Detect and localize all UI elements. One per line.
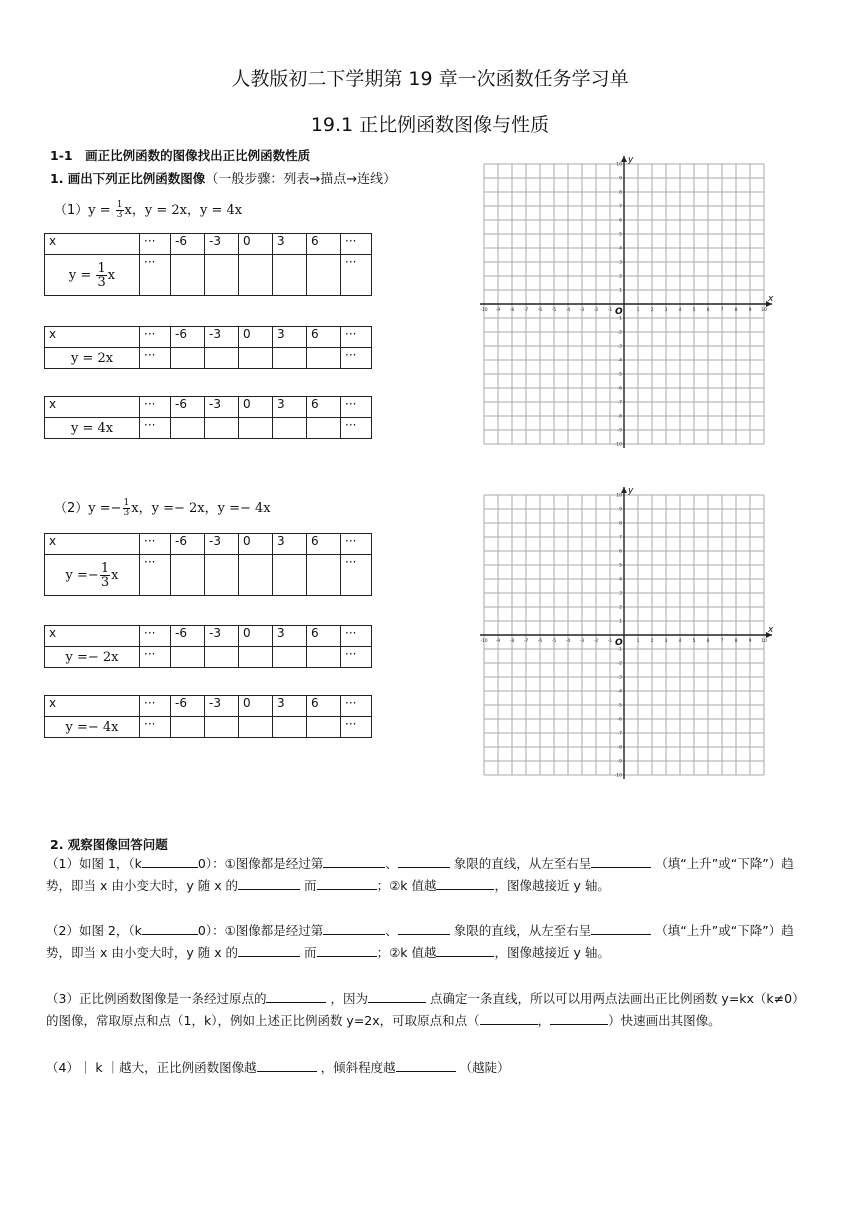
answer-blank[interactable] [142, 854, 198, 868]
y-tick-label: -7 [617, 400, 622, 406]
dots-cell: ··· [341, 534, 372, 555]
q2-3-text-a: （3）正比例函数图像是一条经过原点的 [46, 991, 267, 1006]
x-tick-label: -10 [480, 308, 488, 313]
q2-3-text-d: ， [537, 1012, 551, 1028]
y-value-input-cell[interactable] [239, 717, 273, 738]
dots-cell: ··· [341, 696, 372, 717]
dots-cell: ··· [341, 327, 372, 348]
q2-2-text-b: 0）：①图像都是经过第 [197, 923, 324, 938]
function-text: y =− 4x [65, 719, 119, 735]
y-value-input-cell[interactable] [205, 647, 239, 668]
answer-blank[interactable] [436, 943, 494, 957]
q2-2-text-e: （填“上升”或“下降”）趋势，即当 x 由小变大时，y 随 x 的 [46, 923, 794, 960]
x-tick-label: 7 [720, 308, 724, 313]
x-value-cell: 3 [273, 397, 307, 418]
y-tick-label: 4 [619, 577, 622, 583]
answer-blank[interactable] [480, 1011, 538, 1025]
x-header-cell: x [45, 397, 140, 418]
x-tick-label: -7 [523, 639, 529, 644]
function-text: y = 4x [70, 420, 114, 436]
x-tick-label: 4 [678, 308, 682, 313]
x-header-cell: x [45, 626, 140, 647]
x-tick-label: -9 [495, 308, 501, 313]
x-tick-label: 8 [734, 308, 738, 313]
function-label-cell [45, 255, 140, 296]
y-value-input-cell[interactable] [205, 717, 239, 738]
x-tick-label: -6 [537, 308, 543, 313]
value-table [44, 396, 372, 439]
x-value-cell: -6 [171, 626, 205, 647]
q2-1-text-d: 象限的直线，从左至右呈 [453, 856, 592, 871]
x-header-cell: x [45, 234, 140, 255]
group2-functions [54, 497, 271, 518]
x-value-cell: -3 [205, 397, 239, 418]
x-value-cell: -6 [171, 327, 205, 348]
fraction-numerator: 1 [100, 560, 110, 576]
y-value-input-cell[interactable] [239, 555, 273, 596]
group1-func1-pre: y = [88, 203, 115, 218]
y-value-input-cell[interactable] [307, 418, 341, 439]
y-tick-label: -10 [614, 442, 622, 448]
x-value-cell: 0 [239, 626, 273, 647]
function-pre: y = [68, 267, 96, 283]
answer-blank[interactable] [238, 943, 300, 957]
origin-label: O [615, 307, 623, 317]
x-tick-label: 2 [650, 639, 654, 644]
fraction-numerator: 1 [116, 200, 123, 210]
y-value-input-cell[interactable] [171, 418, 205, 439]
x-value-cell: 6 [307, 234, 341, 255]
y-axis-arrow [621, 156, 627, 162]
y-tick-label: 4 [619, 246, 622, 252]
x-value-cell: 0 [239, 534, 273, 555]
x-value-cell: 0 [239, 696, 273, 717]
y-tick-label: 7 [619, 535, 622, 541]
function-fraction [96, 262, 106, 289]
answer-blank[interactable] [323, 921, 385, 935]
question1-title: 1. 画出下列正比例函数图像 [50, 171, 206, 186]
y-tick-label: -3 [617, 344, 622, 350]
group2-func1-fraction [123, 499, 131, 518]
function-pre: y =− [65, 567, 99, 583]
x-tick-label: -7 [523, 308, 529, 313]
fraction-numerator: 1 [123, 498, 130, 508]
group1-rest: y = 2x，y = 4x [144, 203, 243, 218]
dots-cell: ··· [140, 555, 171, 596]
x-header-cell: x [45, 534, 140, 555]
answer-blank[interactable] [591, 921, 651, 935]
dots-cell: ··· [140, 534, 171, 555]
y-tick-label: 10 [616, 162, 622, 168]
answer-blank[interactable] [398, 921, 450, 935]
y-tick-label: -7 [617, 731, 622, 737]
y-value-input-cell[interactable] [307, 717, 341, 738]
x-tick-label: 7 [720, 639, 724, 644]
x-tick-label: -9 [495, 639, 501, 644]
question2-2 [46, 920, 814, 963]
value-table [44, 695, 372, 738]
answer-blank[interactable] [257, 1058, 317, 1072]
x-tick-label: 2 [650, 308, 654, 313]
x-tick-label: 3 [664, 308, 668, 313]
value-table [44, 233, 372, 296]
question2-3 [46, 988, 814, 1031]
y-tick-label: 1 [619, 619, 622, 625]
x-tick-label: -2 [593, 308, 599, 313]
function-label-cell [45, 418, 140, 439]
x-tick-label: -4 [565, 308, 571, 313]
x-tick-label: -8 [509, 308, 515, 313]
q2-2-text-a: （2）如图 2，（k [46, 923, 142, 938]
origin-label: O [615, 638, 623, 648]
y-axis-arrow [621, 487, 627, 493]
y-value-input-cell[interactable] [273, 647, 307, 668]
y-tick-label: 3 [619, 260, 622, 266]
y-tick-label: 9 [619, 507, 622, 513]
y-tick-label: -8 [617, 414, 622, 420]
x-tick-label: 6 [706, 639, 710, 644]
x-tick-label: 3 [664, 639, 668, 644]
x-tick-label: 9 [748, 308, 752, 313]
answer-blank[interactable] [368, 989, 426, 1003]
question2-1 [46, 853, 814, 896]
y-tick-label: -5 [617, 372, 622, 378]
y-value-input-cell[interactable] [307, 255, 341, 296]
y-tick-label: -1 [617, 316, 622, 322]
document-title: 人教版初二下学期第 19 章一次函数任务学习单 [231, 68, 629, 90]
x-value-cell: 3 [273, 327, 307, 348]
x-value-cell: 3 [273, 626, 307, 647]
y-tick-label: 9 [619, 176, 622, 182]
x-value-cell: -3 [205, 234, 239, 255]
x-value-cell: 6 [307, 397, 341, 418]
value-table [44, 533, 372, 596]
y-value-input-cell[interactable] [273, 418, 307, 439]
function-text: y =− 2x [65, 649, 119, 665]
group1-func1-post: x， [124, 203, 145, 218]
x-header-cell: x [45, 696, 140, 717]
fraction-denominator: 3 [97, 274, 106, 290]
x-value-cell: -6 [171, 534, 205, 555]
answer-blank[interactable] [317, 876, 377, 890]
x-header-cell: x [45, 327, 140, 348]
x-tick-label: 6 [706, 308, 710, 313]
part2-heading: 2. 观察图像回答问题 [50, 837, 168, 852]
y-tick-label: -9 [617, 428, 622, 434]
dots-cell: ··· [341, 555, 372, 596]
function-post: x [107, 267, 116, 283]
dots-cell: ··· [140, 647, 171, 668]
x-tick-label: 8 [734, 639, 738, 644]
dots-cell: ··· [140, 327, 171, 348]
x-tick-label: -1 [607, 639, 613, 644]
dots-cell: ··· [140, 696, 171, 717]
dots-cell: ··· [341, 626, 372, 647]
coordinate-grid-1[interactable] [474, 154, 784, 464]
q2-4-text-a: （4）｜ k ｜越大，正比例函数图像越 [46, 1060, 257, 1075]
answer-blank[interactable] [266, 989, 326, 1003]
q2-4-text-b: ，倾斜程度越 [320, 1060, 396, 1075]
answer-blank[interactable] [238, 876, 300, 890]
answer-blank[interactable] [436, 876, 494, 890]
q2-1-text-g: ；②k 值越 [376, 877, 437, 893]
part1-heading: 1-1 画正比例函数的图像找出正比例函数性质 [50, 148, 311, 163]
x-tick-label: -4 [565, 639, 571, 644]
q2-1-text-e: （填“上升”或“下降”）趋势，即当 x 由小变大时，y 随 x 的 [46, 856, 794, 893]
x-value-cell: 6 [307, 696, 341, 717]
y-tick-label: 10 [616, 493, 622, 499]
x-tick-label: 5 [692, 639, 696, 644]
y-value-input-cell[interactable] [273, 348, 307, 369]
section-title: 19.1 正比例函数图像与性质 [310, 114, 550, 136]
dots-cell: ··· [341, 234, 372, 255]
y-tick-label: 3 [619, 591, 622, 597]
y-tick-label: -6 [617, 717, 622, 723]
function-label-cell [45, 348, 140, 369]
value-table [44, 625, 372, 668]
dots-cell: ··· [140, 717, 171, 738]
q2-1-text-f: 而 [304, 877, 317, 893]
coordinate-grid-2[interactable] [474, 485, 784, 795]
x-tick-label: -1 [607, 308, 613, 313]
y-tick-label: 7 [619, 204, 622, 210]
answer-blank[interactable] [142, 921, 198, 935]
q2-1-text-a: （1）如图 1，（k [46, 856, 142, 871]
group2-prefix: （2） [54, 501, 89, 516]
y-tick-label: 2 [619, 605, 622, 611]
question2-4 [46, 1057, 814, 1079]
x-tick-label: 9 [748, 639, 752, 644]
y-tick-label: -2 [617, 661, 622, 667]
group2-rest: y =− 2x，y =− 4x [151, 501, 271, 516]
function-post: x [111, 567, 119, 583]
fraction-denominator: 3 [100, 574, 110, 590]
q2-2-text-h: ，图像越接近 y 轴。 [494, 944, 610, 960]
y-value-input-cell[interactable] [171, 555, 205, 596]
y-tick-label: -10 [614, 773, 622, 779]
y-tick-label: -8 [617, 745, 622, 751]
q2-1-text-c: 、 [385, 856, 398, 871]
q2-2-text-f: 而 [304, 944, 317, 960]
dots-cell: ··· [341, 397, 372, 418]
y-value-input-cell[interactable] [171, 717, 205, 738]
y-value-input-cell[interactable] [239, 647, 273, 668]
fraction-denominator: 3 [116, 210, 123, 220]
q2-1-text-h: ，图像越接近 y 轴。 [494, 877, 610, 893]
x-value-cell: 6 [307, 534, 341, 555]
y-value-input-cell[interactable] [171, 348, 205, 369]
dots-cell: ··· [341, 418, 372, 439]
q2-3-text-b: ，因为 [330, 991, 368, 1006]
y-tick-label: 8 [619, 190, 622, 196]
x-tick-label: -3 [579, 639, 585, 644]
x-tick-label: 10 [761, 639, 767, 644]
y-tick-label: 1 [619, 288, 622, 294]
y-value-input-cell[interactable] [171, 647, 205, 668]
y-tick-label: -4 [617, 689, 622, 695]
dots-cell: ··· [140, 397, 171, 418]
q2-3-text-c: 点确定一条直线，所以可以用两点法画出正比例函数 y=kx（k≠0）的图像，常取原点和点（1，k），例如上述正比例函数 y=2x，可取原点和点（ [46, 991, 805, 1028]
q2-2-text-c: 、 [385, 923, 398, 938]
x-tick-label: 1 [636, 308, 640, 313]
y-value-input-cell[interactable] [307, 647, 341, 668]
dots-cell: ··· [140, 234, 171, 255]
fraction-denominator: 3 [123, 508, 130, 518]
x-tick-label: -3 [579, 308, 585, 313]
x-tick-label: -2 [593, 639, 599, 644]
answer-blank[interactable] [591, 854, 651, 868]
y-value-input-cell[interactable] [171, 255, 205, 296]
q2-3-text-e: ）快速画出其图像。 [608, 1012, 721, 1028]
y-value-input-cell[interactable] [205, 555, 239, 596]
x-value-cell: -3 [205, 626, 239, 647]
y-value-input-cell[interactable] [273, 555, 307, 596]
value-table [44, 326, 372, 369]
dots-cell: ··· [140, 626, 171, 647]
x-tick-label: 5 [692, 308, 696, 313]
x-value-cell: -3 [205, 327, 239, 348]
y-axis-label: y [628, 155, 634, 165]
y-axis-label: y [628, 486, 634, 496]
y-value-input-cell[interactable] [239, 418, 273, 439]
x-tick-label: -5 [551, 639, 557, 644]
y-value-input-cell[interactable] [273, 717, 307, 738]
q2-1-text-b: 0）：①图像都是经过第 [197, 856, 324, 871]
x-value-cell: -6 [171, 397, 205, 418]
group2-func1-pre: y =− [88, 501, 122, 516]
group2-func1-post: x， [131, 501, 152, 516]
y-tick-label: -5 [617, 703, 622, 709]
y-value-input-cell[interactable] [239, 255, 273, 296]
y-tick-label: -4 [617, 358, 622, 364]
x-value-cell: -6 [171, 234, 205, 255]
y-value-input-cell[interactable] [307, 348, 341, 369]
y-tick-label: -6 [617, 386, 622, 392]
function-label-cell [45, 647, 140, 668]
dots-cell: ··· [341, 647, 372, 668]
y-value-input-cell[interactable] [205, 348, 239, 369]
y-value-input-cell[interactable] [205, 255, 239, 296]
x-value-cell: 3 [273, 234, 307, 255]
x-tick-label: -10 [480, 639, 488, 644]
question1-hint: （一般步骤：列表→描点→连线） [205, 172, 397, 187]
dots-cell: ··· [140, 255, 171, 296]
dots-cell: ··· [341, 717, 372, 738]
y-tick-label: -2 [617, 330, 622, 336]
x-tick-label: -5 [551, 308, 557, 313]
y-tick-label: -3 [617, 675, 622, 681]
x-value-cell: 3 [273, 534, 307, 555]
answer-blank[interactable] [323, 854, 385, 868]
y-tick-label: -9 [617, 759, 622, 765]
y-tick-label: 5 [619, 232, 622, 238]
y-tick-label: 6 [619, 218, 622, 224]
answer-blank[interactable] [396, 1058, 456, 1072]
dots-cell: ··· [341, 255, 372, 296]
x-value-cell: -3 [205, 534, 239, 555]
x-value-cell: 3 [273, 696, 307, 717]
x-value-cell: 0 [239, 234, 273, 255]
x-tick-label: 4 [678, 639, 682, 644]
x-value-cell: -3 [205, 696, 239, 717]
y-value-input-cell[interactable] [239, 348, 273, 369]
y-tick-label: 5 [619, 563, 622, 569]
x-tick-label: 1 [636, 639, 640, 644]
y-value-input-cell[interactable] [205, 418, 239, 439]
answer-blank[interactable] [398, 854, 450, 868]
y-tick-label: 2 [619, 274, 622, 280]
dots-cell: ··· [140, 348, 171, 369]
function-fraction [100, 562, 110, 589]
x-value-cell: 6 [307, 327, 341, 348]
y-tick-label: -1 [617, 647, 622, 653]
y-value-input-cell[interactable] [307, 555, 341, 596]
q2-4-text-c: （越陡） [459, 1060, 510, 1075]
function-label-cell [45, 717, 140, 738]
function-label-cell [45, 555, 140, 596]
x-value-cell: 0 [239, 327, 273, 348]
x-tick-label: -8 [509, 639, 515, 644]
x-tick-label: 10 [761, 308, 767, 313]
x-value-cell: 0 [239, 397, 273, 418]
dots-cell: ··· [140, 418, 171, 439]
q2-2-text-d: 象限的直线，从左至右呈 [453, 923, 592, 938]
x-value-cell: 6 [307, 626, 341, 647]
group1-func1-fraction [116, 201, 124, 220]
x-axis-label: x [768, 294, 774, 304]
dots-cell: ··· [341, 348, 372, 369]
answer-blank[interactable] [550, 1011, 608, 1025]
y-tick-label: 6 [619, 549, 622, 555]
question1-label [50, 168, 396, 187]
y-tick-label: 8 [619, 521, 622, 527]
x-axis-label: x [768, 625, 774, 635]
function-text: y = 2x [70, 350, 114, 366]
x-tick-label: -6 [537, 639, 543, 644]
group1-functions [54, 199, 242, 220]
x-value-cell: -6 [171, 696, 205, 717]
fraction-numerator: 1 [97, 260, 106, 276]
q2-2-text-g: ；②k 值越 [376, 944, 437, 960]
answer-blank[interactable] [317, 943, 377, 957]
group1-prefix: （1） [54, 203, 89, 218]
y-value-input-cell[interactable] [273, 255, 307, 296]
